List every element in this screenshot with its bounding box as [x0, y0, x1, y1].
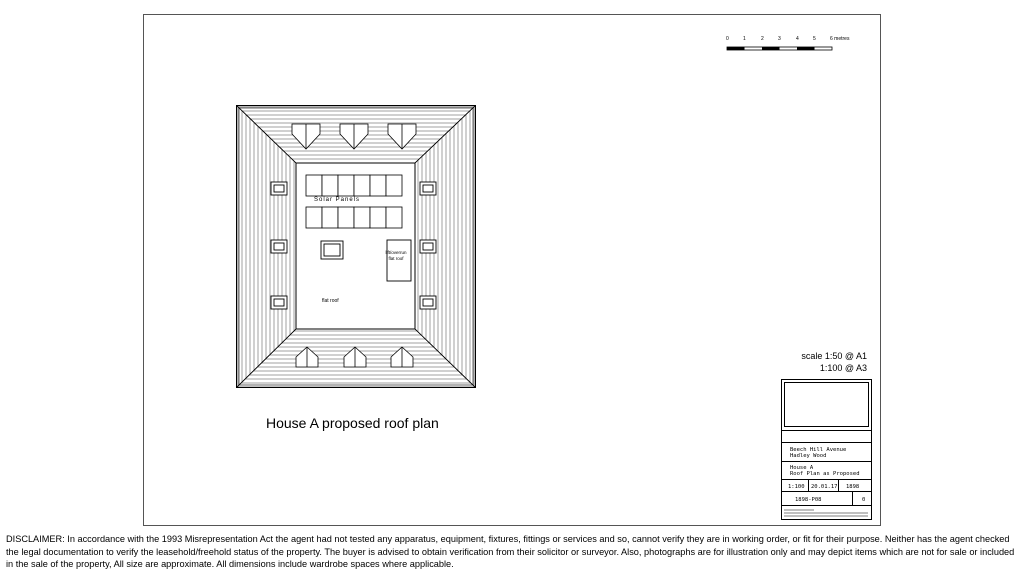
- lift-overrun-label: lift/overrun flat roof: [385, 250, 407, 261]
- scale-note: [801, 350, 867, 374]
- central-rooflight: [321, 241, 343, 259]
- scale-note-line-1: scale 1:50 @ A1: [801, 351, 867, 361]
- scale-value: 1:100: [788, 484, 805, 490]
- solar-panels-row-1: [306, 175, 402, 196]
- solar-panels-row-2: [306, 207, 402, 228]
- revision-value: 0: [862, 497, 866, 503]
- scale-tick-4: 4: [796, 36, 799, 42]
- solar-panels-label: Solar Panels: [314, 197, 361, 203]
- date-value: 20.01.17: [811, 484, 838, 490]
- roof-plan-graphic: [236, 105, 476, 388]
- roof-plan: [236, 105, 476, 388]
- title-block-logo-box: [784, 382, 869, 427]
- scale-note-line-2: 1:100 @ A3: [819, 363, 867, 373]
- project-address-line-1: Beech Hill Avenue: [790, 447, 847, 453]
- disclaimer-text: DISCLAIMER: In accordance with the 1993 Misrepresentation Act the agent had not tested any apparatus, equipment, fixtures, fittings or services and so, cannot verify they are in working order, or fit for their purpose. Neither has the agent checked the legal documentation to verify the leasehold/freehold status of the property. The buyer is advised to obtain verification from their solicitor or surveyor. Also, photographs are for illustration only and may depict items which are not for sale or included in the sale of the property, All size are approximate. All dimensions include wardrobe spaces where applicable.: [6, 534, 1015, 569]
- drawing-title-line-1: House A: [790, 465, 814, 471]
- project-address-line-2: Hadley Wood: [790, 453, 827, 459]
- scale-tick-3: 3: [778, 36, 781, 42]
- scale-tick-5: 5: [813, 36, 816, 42]
- flat-roof-label: flat roof: [322, 298, 339, 304]
- scale-tick-1: 1: [743, 36, 746, 42]
- scale-tick-0: 0: [726, 36, 729, 42]
- scale-tick-6: 6 metres: [830, 36, 850, 42]
- title-block: [781, 379, 872, 520]
- drawing-number-value: 1898-P08: [795, 497, 822, 503]
- plan-title: House A proposed roof plan: [266, 415, 439, 431]
- drawing-title-line-2: Roof Plan as Proposed: [790, 471, 860, 477]
- scale-bar: [726, 36, 866, 56]
- job-number-value: 1898: [846, 484, 860, 490]
- title-block-notes: [784, 508, 868, 518]
- scale-tick-2: 2: [761, 36, 764, 42]
